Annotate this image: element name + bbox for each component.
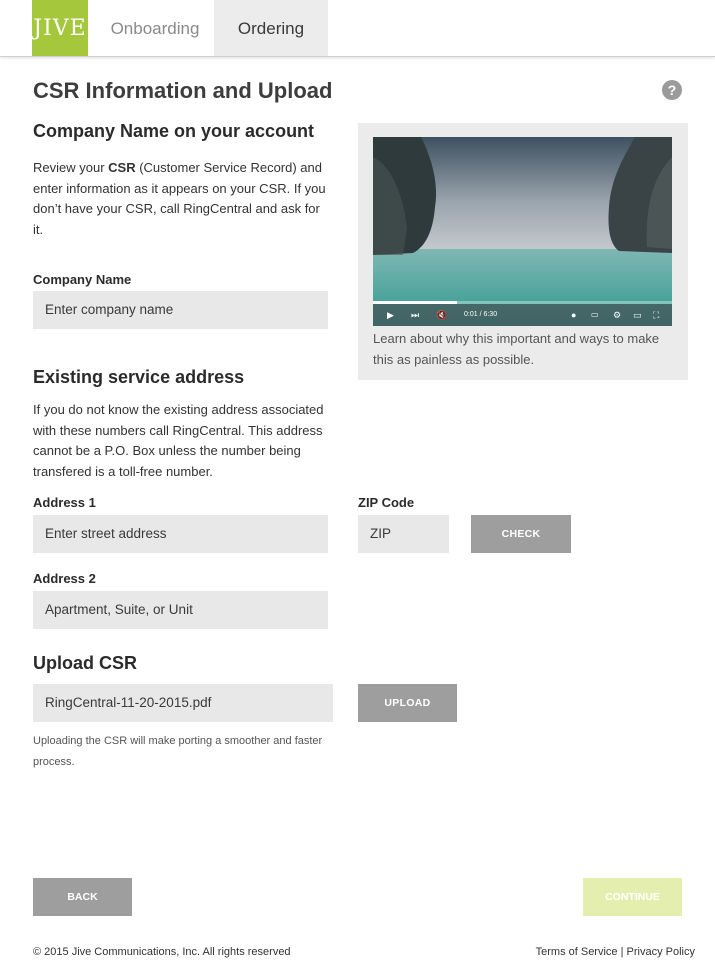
page-title: CSR Information and Upload — [33, 78, 333, 103]
address-section-heading: Existing service address — [33, 367, 245, 387]
copyright-text: © 2015 Jive Communications, Inc. All rights reserved — [33, 946, 291, 958]
mute-icon[interactable]: 🔇 — [436, 310, 448, 320]
video-time-total: 6:30 — [483, 311, 498, 318]
back-button[interactable]: BACK — [33, 878, 132, 916]
zip-label: ZIP Code — [358, 495, 415, 510]
video-time-current: 0:01 — [464, 311, 478, 318]
privacy-policy-link[interactable]: Privacy Policy — [626, 946, 695, 958]
settings-gear-icon[interactable]: ⚙ — [613, 310, 622, 320]
tab-ordering[interactable]: Ordering — [214, 0, 328, 56]
video-panel — [358, 123, 688, 380]
intro-csr-bold: CSR — [108, 160, 136, 175]
upload-section-heading: Upload CSR — [33, 653, 138, 673]
address-description: If you do not know the existing address associated with these numbers call RingCentral. This address cannot be a P.O. Box unless the number being transfered is a toll-free number. — [33, 402, 324, 479]
company-name-label: Company Name — [33, 272, 132, 287]
upload-button[interactable]: UPLOAD — [358, 684, 457, 722]
address2-label: Address 2 — [33, 571, 96, 586]
company-intro-text — [33, 158, 333, 240]
skip-forward-icon[interactable]: ⏭ — [411, 310, 420, 320]
question-circle-icon[interactable]: ? — [662, 80, 682, 100]
fullscreen-icon[interactable]: ⛶ — [653, 310, 660, 320]
video-time: 0:01 / 6:30 — [464, 311, 498, 318]
address2-input[interactable]: Apartment, Suite, or Unit — [33, 591, 328, 629]
zip-input[interactable]: ZIP — [358, 515, 449, 553]
jive-logo[interactable]: JIVE — [32, 0, 88, 56]
footer-separator: | — [617, 946, 627, 958]
terms-of-service-link[interactable]: Terms of Service — [535, 946, 618, 958]
video-progress-fill — [373, 301, 457, 304]
info-icon[interactable]: ● — [571, 310, 577, 320]
top-nav-bar — [0, 0, 715, 57]
video-caption: Learn about why this important and ways to make this as painless as possible. — [373, 331, 660, 367]
upload-helper-text: Uploading the CSR will make porting a smoother and faster process. — [33, 735, 323, 768]
video-progress-bar[interactable] — [373, 301, 672, 304]
intro-pre: Review your — [33, 160, 109, 175]
tab-onboarding[interactable]: Onboarding — [110, 19, 200, 38]
csr-file-field[interactable]: RingCentral-11-20-2015.pdf — [33, 684, 333, 722]
captions-icon[interactable]: ▭ — [591, 310, 599, 319]
intro-post: (Customer Service Record) and enter information as it appears on your CSR. If you don’t have your CSR, call RingCentral and ask for it. — [33, 160, 326, 237]
continue-button[interactable]: CONTINUE — [583, 878, 682, 916]
footer-links — [536, 946, 695, 958]
company-name-input[interactable]: Enter company name — [33, 291, 328, 329]
address1-label: Address 1 — [33, 495, 96, 510]
video-controls — [373, 304, 672, 326]
address1-input[interactable]: Enter street address — [33, 515, 328, 553]
company-section-heading: Company Name on your account — [33, 121, 315, 141]
theater-mode-icon[interactable]: ▭ — [633, 310, 642, 320]
check-button[interactable]: CHECK — [471, 515, 571, 553]
video-thumbnail — [373, 137, 672, 326]
play-icon[interactable]: ▶ — [387, 310, 394, 320]
video-player[interactable] — [373, 137, 672, 326]
